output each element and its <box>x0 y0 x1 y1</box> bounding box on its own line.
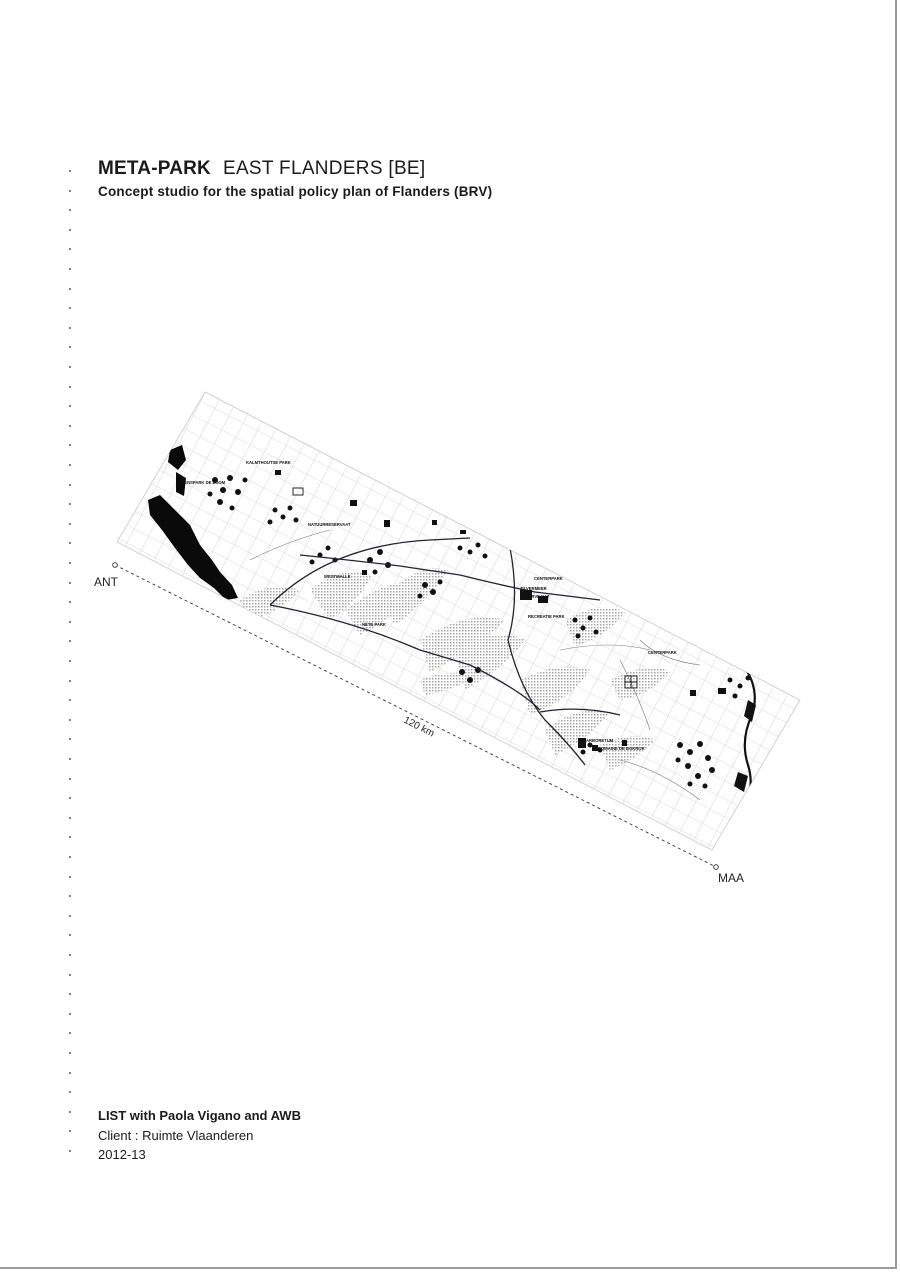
place-label: DOMAINE DE BOKRIJK <box>598 746 645 751</box>
credits-client: Client : Ruimte Vlaanderen <box>98 1127 254 1143</box>
project-title: META-PARK <box>98 158 211 179</box>
place-label: ARBORETUM <box>586 738 614 743</box>
place-label: CENTERPARK <box>648 650 677 655</box>
place-label: RECREATIE PARK <box>528 614 565 619</box>
credits-block <box>98 1106 301 1165</box>
distance-label: 120 km <box>401 714 436 740</box>
end-marker <box>714 865 719 870</box>
place-label: NETE PARK <box>362 622 386 627</box>
place-label: NATUURRESERVAAT <box>308 522 351 527</box>
credits-authors: LIST with Paola Vigano and AWB <box>98 1108 301 1123</box>
place-label: KALMTHOUTSE PARK <box>246 460 291 465</box>
place-label: ZILVERMEER <box>520 586 547 591</box>
end-label: MAA <box>718 871 745 885</box>
start-marker <box>113 563 118 568</box>
place-label: WESTMALLE <box>324 574 351 579</box>
place-label: RESERVE NAT <box>520 594 550 599</box>
place-label: GRENSPARK DE ZOOM <box>178 480 226 485</box>
place-label: CENTERPARK <box>534 576 563 581</box>
project-location: EAST FLANDERS [BE] <box>222 158 426 179</box>
start-label: ANT <box>94 575 118 589</box>
credits-year: 2012-13 <box>98 1147 146 1162</box>
project-subtitle: Concept studio for the spatial policy plan of Flanders (BRV) <box>98 184 493 199</box>
